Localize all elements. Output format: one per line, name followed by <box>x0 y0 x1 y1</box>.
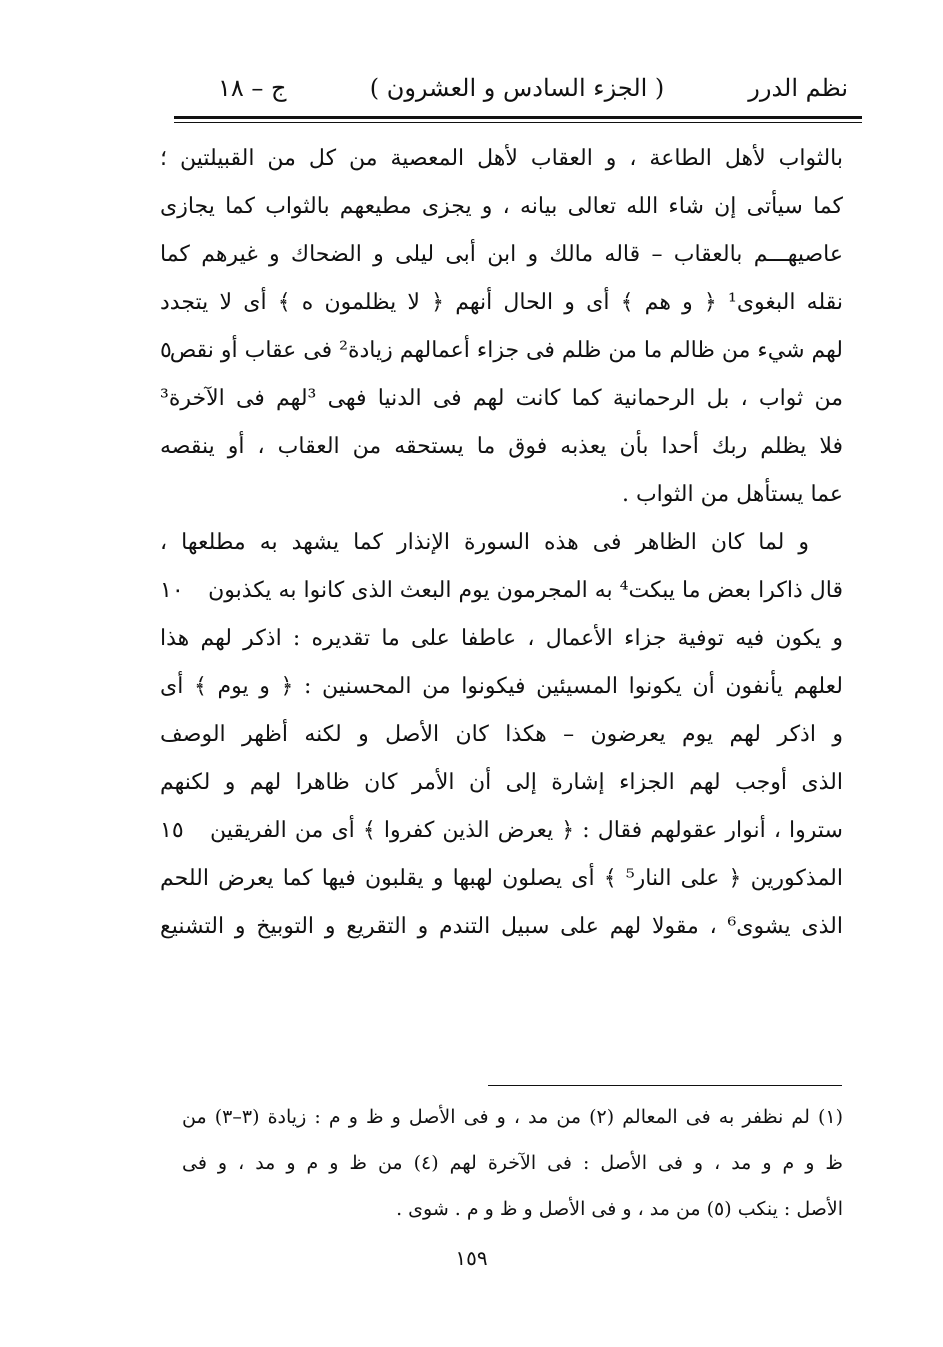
footnote-line <box>182 1094 843 1140</box>
text-line <box>160 327 843 375</box>
text-line-content: نقله البغوى¹ ﴿ و هم ﴾ أى و الحال أنهم ﴿ لا يظلمون ه ﴾ أى لا يتجدد <box>160 290 843 315</box>
page-number: ١٥٩ <box>455 1246 488 1270</box>
text-line-content: من ثواب ، بل الرحمانية كما كانت لهم فى الدنيا فهى ³لهم فى الآخرة³ <box>160 386 843 411</box>
text-line <box>160 663 843 711</box>
text-line <box>160 759 843 807</box>
text-line-content: و يكون فيه توفية جزاء الأعمال ، عاطفا على ما تقديره : اذكر لهم هذا <box>160 626 843 651</box>
header-rule-thin <box>174 122 862 123</box>
header-rule-thick <box>174 116 862 119</box>
text-line-content: قال ذاكرا بعض ما يبكت⁴ به المجرمون يوم البعث الذى كانوا به يكذبون <box>208 578 843 603</box>
text-line <box>160 567 843 615</box>
text-line-content: بالثواب لأهل الطاعة ، و العقاب لأهل المعصية من كل من القبيلتين ؛ <box>160 146 843 171</box>
footnote-line <box>182 1140 843 1186</box>
footnote-separator <box>488 1085 842 1086</box>
part-number: ج – ١٨ <box>218 74 287 102</box>
text-line-content: فلا يظلم ربك أحدا بأن يعذبه فوق ما يستحقه من العقاب ، أو ينقصه <box>160 434 843 459</box>
text-line <box>160 279 843 327</box>
part-title: ( الجزء السادس و العشرون ) <box>369 74 665 102</box>
text-line <box>160 855 843 903</box>
footnote-line-content: (١) لم نظفر به فى المعالم (٢) من مد ، و فى الأصل و ظ و م : زيادة (٣–٣) من <box>182 1106 843 1128</box>
text-line-content: المذكورين ﴿ على النار⁵ ﴾ أى يصلون لهبها و يقلبون فيها كما يعرض اللحم <box>160 866 843 891</box>
text-line <box>160 807 843 855</box>
line-number: ١٠ <box>160 578 184 603</box>
text-line-content: و لما كان الظاهر فى هذه السورة الإنذار كما يشهد به مطلعها ، <box>160 530 809 555</box>
book-title: نظم الدرر <box>748 74 848 102</box>
text-line <box>160 615 843 663</box>
text-line-content: الذى يشوى⁶ ، مقولا لهم على سبيل التندم و التقريع و التوبيخ و التشنيع <box>160 914 843 939</box>
text-line-content: كما سيأتى إن شاء الله تعالى بيانه ، و يجزى مطيعهم بالثواب كما يجازى <box>160 194 843 219</box>
text-line <box>160 471 843 519</box>
running-header <box>172 66 862 112</box>
text-line-content: لهم شيء من ظالم ما من ظلم فى جزاء أعمالهم زيادة² فى عقاب أو نقص <box>169 338 843 363</box>
text-line <box>160 519 843 567</box>
footnote-line-content: الأصل : ينكب (٥) من مد ، و فى الأصل و ظ و م . شوى . <box>396 1198 843 1220</box>
text-line <box>160 183 843 231</box>
text-line <box>160 903 843 951</box>
line-number: ٥ <box>160 338 172 363</box>
text-line-content: عاصيهـــم بالعقاب – قاله مالك و ابن أبى ليلى و الضحاك و غيرهم كما <box>160 242 843 267</box>
text-line <box>160 711 843 759</box>
text-line-content: عما يستأهل من الثواب . <box>621 482 843 507</box>
footnotes <box>182 1094 843 1232</box>
text-line <box>160 135 843 183</box>
footnote-line <box>182 1186 843 1232</box>
text-line-content: الذى أوجب لهم الجزاء إشارة إلى أن الأمر كان ظاهرا لهم و لكنهم <box>160 770 843 795</box>
footnote-line-content: ظ و م و مد ، و فى الأصل : فى الآخرة لهم (٤) من ظ و م و مد ، و فى <box>182 1152 843 1174</box>
line-number: ١٥ <box>160 818 184 843</box>
text-line <box>160 231 843 279</box>
text-line-content: و اذكر لهم يوم يعرضون – هكذا كان الأصل و لكنه أظهر الوصف <box>160 722 843 747</box>
text-line <box>160 423 843 471</box>
text-line <box>160 375 843 423</box>
main-text <box>160 135 843 951</box>
text-line-content: ستروا ، أنوار عقولهم فقال : ﴿ يعرض الذين كفروا ﴾ أى من الفريقين <box>210 818 843 843</box>
text-line-content: لعلهم يأنفون أن يكونوا المسيئين فيكونوا من المحسنين : ﴿ و يوم ﴾ أى <box>160 674 843 699</box>
